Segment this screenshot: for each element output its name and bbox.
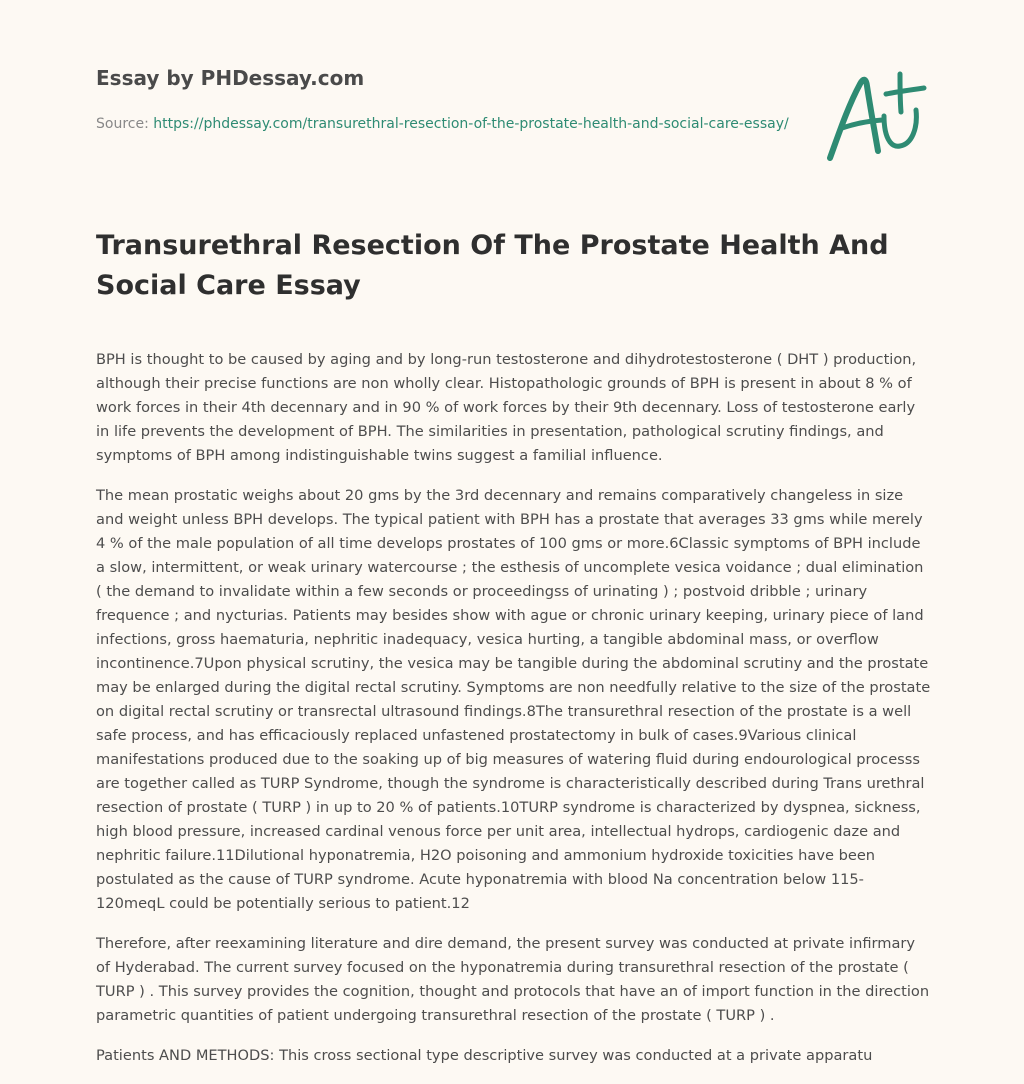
essay-paragraph: Patients AND METHODS: This cross sectional type descriptive survey was conducted at a private apparatu xyxy=(96,1047,873,1064)
essay-paragraph: The mean prostatic weighs about 20 gms by the 3rd decennary and remains comparatively changeless in size and weight unless BPH develops. The typical patient with BPH has a prostate that averages 33 gms while merely 4 % of the male population of all time develops prostates of 100 gms or more.6Classic symptoms of BPH include a slow, intermittent, or weak urinary watercourse ; the esthesis of uncomplete vesica voidance ; dual elimination ( the demand to invalidate within a few seconds or proceedingss of urinating ) ; postvoid dribble ; urinary frequence ; and nycturias. Patients may besides show with ague or chronic urinary keeping, urinary piece of land infections, gross haematuria, nephritic inadequacy, vesica hurting, a tangible abdominal mass, or overflow incontinence.7Upon physical scrutiny, the vesica may be tangible during the abdominal scrutiny and the prostate may be enlarged during the digital rectal scrutiny. Symptoms are non needfully relative to the size of the prostate on digital rectal scrutiny or transrectal ultrasound findings.8The transurethral resection of the prostate is a well safe process, and has efficaciously replaced unfastened prostatectomy in bulk of cases.9Various clinical manifestations produced due to the soaking up of big measures of watering fluid during endourological processs are together called as TURP Syndrome, though the syndrome is characteristically described during Trans urethral resection of prostate ( TURP ) in up to 20 % of patients.10TURP syndrome is characterized by dyspnea, sickness, high blood pressure, increased cardinal venous force per unit area, intellectual hydrops, cardiogenic daze and nephritic failure.11Dilutional hyponatremia, H2O poisoning and ammonium hydroxide toxicities have been postulated as the cause of TURP syndrome. Acute hyponatremia with blood Na concentration below 115-120meqL could be potentially serious to patient.12 xyxy=(96,487,931,912)
a-plus-logo-icon xyxy=(820,66,930,166)
essay-title: Transurethral Resection Of The Prostate Health And Social Care Essay xyxy=(96,230,889,301)
essay-body xyxy=(96,348,932,1084)
source-line xyxy=(96,113,796,135)
essay-paragraph: BPH is thought to be caused by aging and by long-run testosterone and dihydrotestosterone ( DHT ) production, although their precise functions are non wholly clear. Histopathologic grounds of BPH is present in about 8 % of work forces in their 4th decennary and in 90 % of work forces by their 9th decennary. Loss of testosterone early in life prevents the development of BPH. The similarities in presentation, pathological scrutiny findings, and symptoms of BPH among indistinguishable twins suggest a familial influence. xyxy=(96,351,917,464)
essay-paragraph: Therefore, after reexamining literature and dire demand, the present survey was conducted at private infirmary of Hyderabad. The current survey focused on the hyponatremia during transurethral resection of the prostate ( TURP ) . This survey provides the cognition, thought and protocols that have an of import function in the direction parametric quantities of patient undergoing transurethral resection of the prostate ( TURP ) . xyxy=(96,935,930,1024)
source-label: Source: xyxy=(96,116,149,132)
site-title: Essay by PHDessay.com xyxy=(96,66,365,90)
source-link[interactable]: https://phdessay.com/transurethral-resection-of-the-prostate-health-and-social-care-essay/ xyxy=(153,116,789,132)
